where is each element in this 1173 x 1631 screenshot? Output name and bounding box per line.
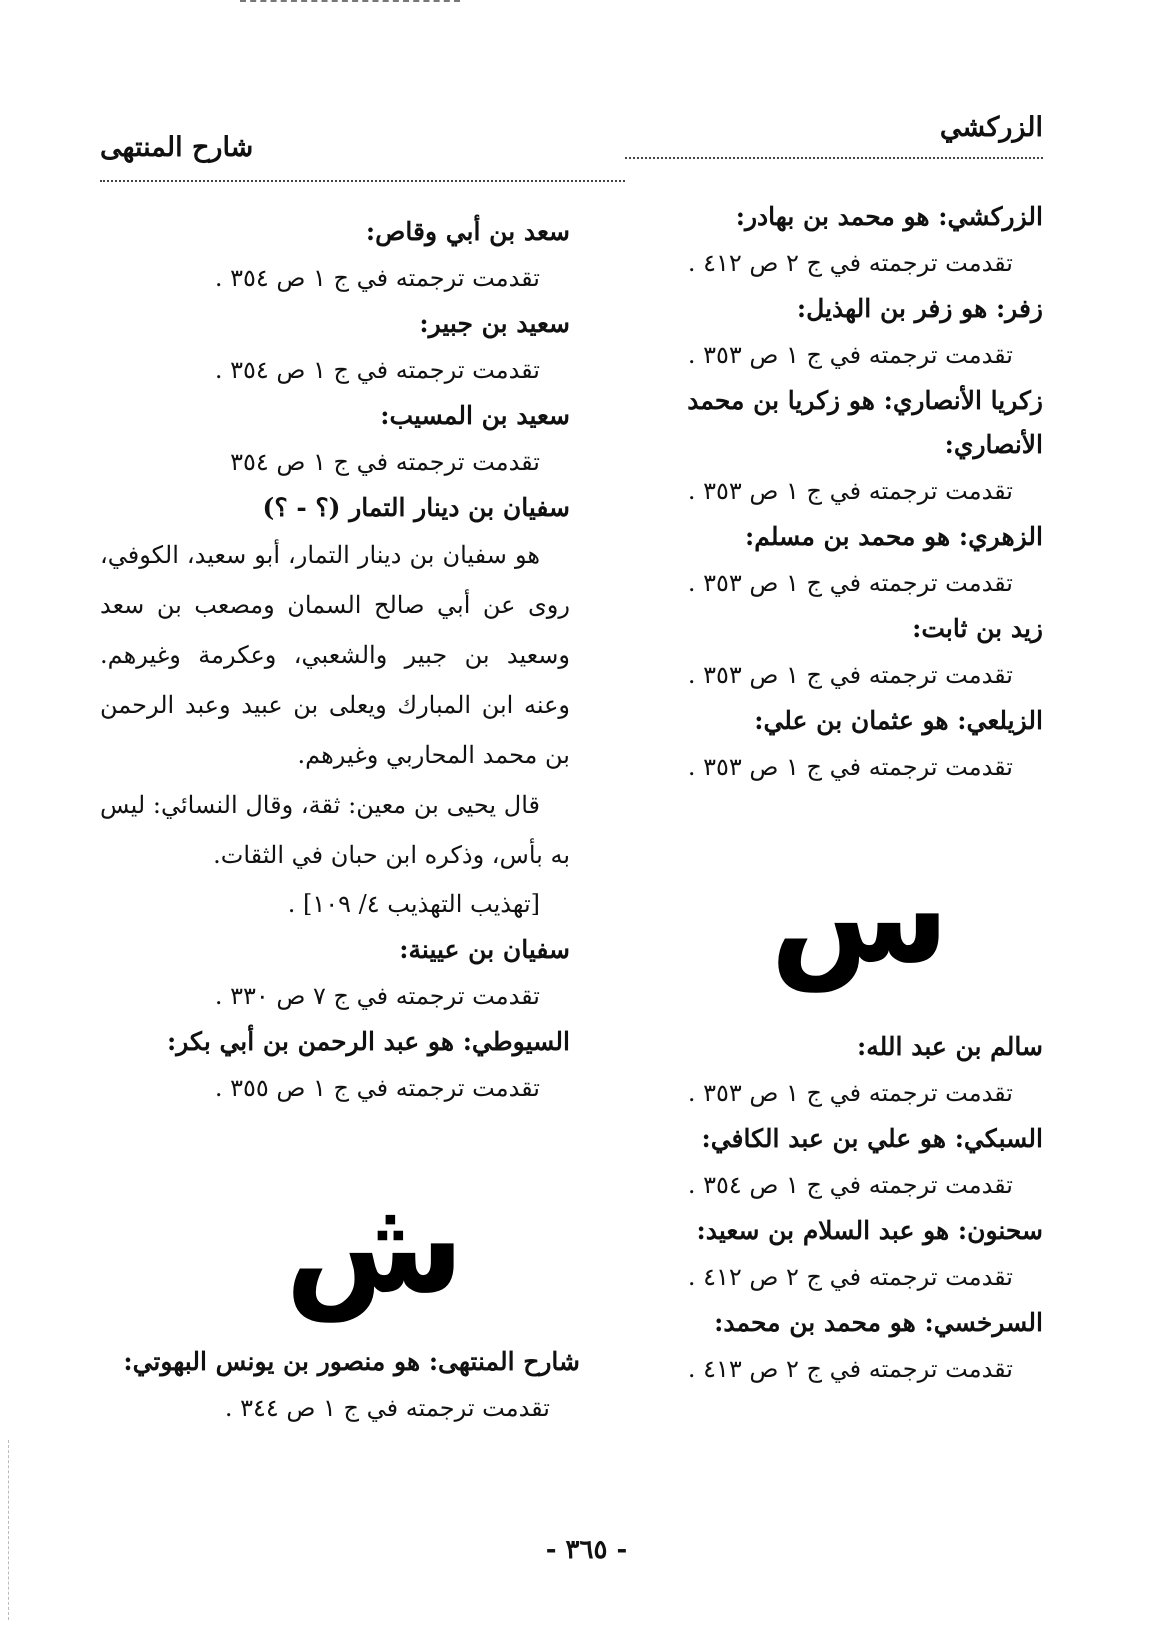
entry — [100, 302, 570, 394]
entry-ref: تقدمت ترجمته في ج ٢ ص ٤١٢ . — [687, 1263, 1013, 1291]
entry — [100, 394, 570, 486]
entry — [613, 379, 1043, 515]
entry-ref: تقدمت ترجمته في ج ١ ص ٣٥٤ — [230, 448, 540, 476]
biography-paragraph: هو سفيان بن دينار التمار، أبو سعيد، الكوفي، روى عن أبي صالح السمان ومصعب بن سعد وسعيد بن جبير والشعبي، وعكرمة وغيرهم. وعنه ابن المبارك ويعلى بن عبيد وعبد الرحمن بن محمد المحاربي وغيرهم. — [100, 541, 571, 769]
entry — [613, 515, 1043, 607]
entry-ref: تقدمت ترجمته في ج ١ ص ٣٥٣ . — [687, 569, 1013, 597]
running-header-right: الزركشي — [939, 112, 1043, 143]
entry — [100, 210, 570, 302]
entry — [100, 1020, 570, 1112]
entry-ref: تقدمت ترجمته في ج ١ ص ٣٥٤ . — [687, 1171, 1013, 1199]
left-column-lower — [100, 1340, 580, 1432]
entry-name: سعد بن أبي وقاص: — [365, 217, 570, 246]
biography-paragraph: قال يحيى بن معين: ثقة، وقال النسائي: ليس به بأس، وذكره ابن حبان في الثقات. — [100, 791, 570, 869]
entry-ref: تقدمت ترجمته في ج ١ ص ٣٥٣ . — [687, 661, 1013, 689]
entry-name: سحنون: هو عبد السلام بن سعيد: — [696, 1216, 1043, 1245]
right-column-lower — [613, 1025, 1043, 1393]
entry-ref: تقدمت ترجمته في ج ١ ص ٣٥٤ . — [214, 264, 540, 292]
entry-ref: تقدمت ترجمته في ج ١ ص ٣٥٣ . — [687, 477, 1013, 505]
entry-name: السرخسي: هو محمد بن محمد: — [714, 1308, 1043, 1337]
entry-ref: تقدمت ترجمته في ج ١ ص ٣٥٤ . — [214, 356, 540, 384]
page-number: - ٣٦٥ - — [545, 1535, 628, 1565]
entry-biography — [100, 486, 570, 928]
top-dashed-line — [240, 0, 460, 2]
biography-source: [تهذيب التهذيب ٤/ ١٠٩] . — [287, 890, 540, 918]
entry-name: الزركشي: هو محمد بن بهادر: — [735, 202, 1043, 231]
entry-name: زفر: هو زفر بن الهذيل: — [796, 294, 1043, 323]
entry — [613, 1301, 1043, 1393]
entry-name: زيد بن ثابت: — [912, 614, 1043, 643]
entry-name: الزهري: هو محمد بن مسلم: — [745, 522, 1043, 551]
header-rule-right — [625, 157, 1043, 159]
entry-ref: تقدمت ترجمته في ج ١ ص ٣٥٣ . — [687, 1079, 1013, 1107]
entry-ref: تقدمت ترجمته في ج ٧ ص ٣٣٠ . — [214, 982, 540, 1010]
entry-name: سفيان بن عيينة: — [399, 935, 570, 964]
entry-name: الزيلعي: هو عثمان بن علي: — [754, 706, 1043, 735]
entry-ref: تقدمت ترجمته في ج ١ ص ٣٥٣ . — [687, 753, 1013, 781]
entry-ref: تقدمت ترجمته في ج ١ ص ٣٥٣ . — [687, 341, 1013, 369]
right-column — [613, 195, 1043, 791]
entry-name: السيوطي: هو عبد الرحمن بن أبي بكر: — [166, 1027, 570, 1056]
entry — [613, 195, 1043, 287]
entry — [100, 928, 570, 1020]
entry-ref: تقدمت ترجمته في ج ٢ ص ٤١٣ . — [687, 1355, 1013, 1383]
entry-ref: تقدمت ترجمته في ج ١ ص ٣٥٥ . — [214, 1074, 540, 1102]
entry — [613, 699, 1043, 791]
entry-name: سعيد بن المسيب: — [380, 401, 570, 430]
entry — [613, 287, 1043, 379]
entry-name: زكريا الأنصاري: هو زكريا بن محمد الأنصاري: — [687, 386, 1043, 459]
scan-edge-line — [8, 1440, 9, 1620]
entry-ref: تقدمت ترجمته في ج ١ ص ٣٤٤ . — [224, 1394, 550, 1422]
entry — [613, 1209, 1043, 1301]
section-letter-shin: ش — [285, 1170, 465, 1322]
running-header-left: شارح المنتهى — [100, 132, 254, 163]
entry — [613, 1117, 1043, 1209]
entry-name: سعيد بن جبير: — [419, 309, 570, 338]
entry-name: شارح المنتهى: هو منصور بن يونس البهوتي: — [123, 1347, 580, 1376]
left-column — [100, 210, 570, 1112]
entry-ref: تقدمت ترجمته في ج ٢ ص ٤١٢ . — [687, 249, 1013, 277]
entry — [100, 1340, 580, 1432]
entry — [613, 1025, 1043, 1117]
entry — [613, 607, 1043, 699]
entry-name: سالم بن عبد الله: — [857, 1032, 1043, 1061]
entry-name: سفيان بن دينار التمار (؟ - ؟) — [262, 493, 570, 522]
entry-name: السبكي: هو علي بن عبد الكافي: — [701, 1124, 1043, 1153]
header-rule-left — [100, 180, 625, 182]
section-letter-sin: س — [770, 840, 950, 992]
